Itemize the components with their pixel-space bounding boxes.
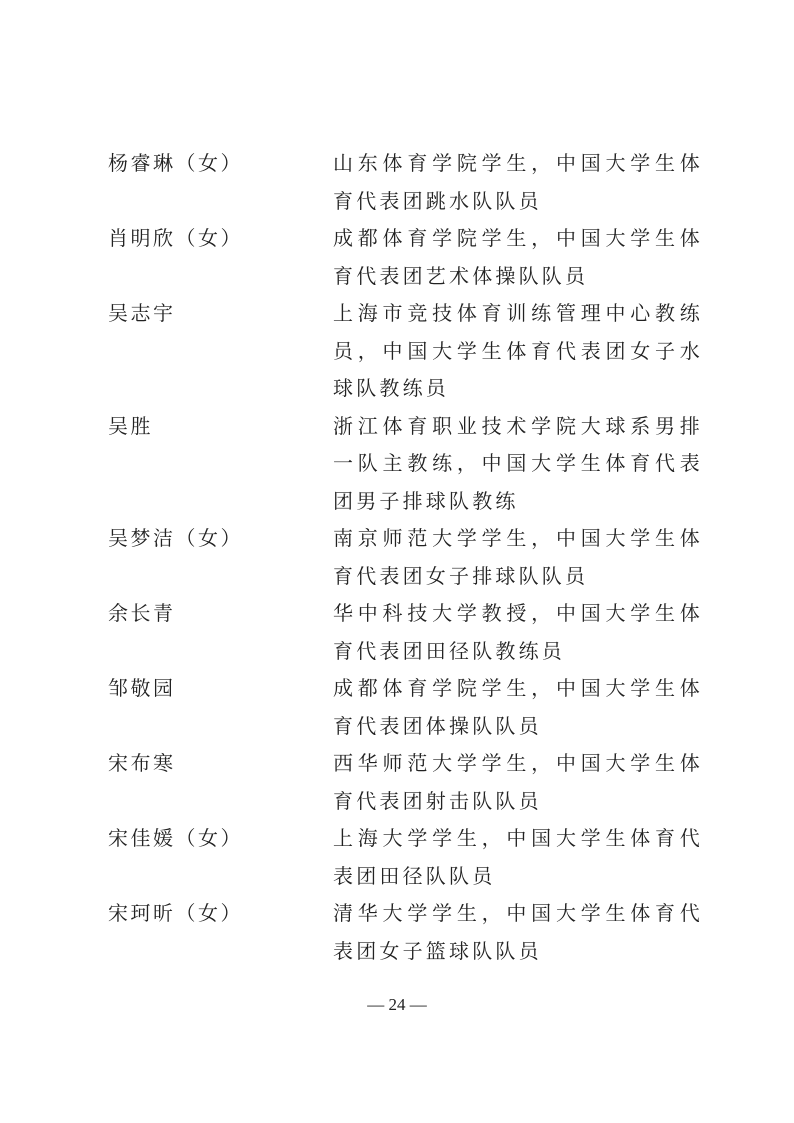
member-name: 宋佳媛（女） bbox=[108, 826, 243, 850]
list-item bbox=[0, 145, 794, 220]
list-item bbox=[0, 595, 794, 670]
list-item bbox=[0, 820, 794, 895]
member-description: 华中科技大学教授，中国大学生体育代表团田径队教练员 bbox=[333, 601, 703, 663]
member-name: 邹敬园 bbox=[108, 676, 176, 700]
member-description: 南京师范大学学生，中国大学生体育代表团女子排球队队员 bbox=[333, 526, 703, 588]
list-item bbox=[0, 408, 794, 521]
member-description: 山东体育学院学生，中国大学生体育代表团跳水队队员 bbox=[333, 151, 703, 213]
list-item bbox=[0, 895, 794, 970]
member-description: 上海市竞技体育训练管理中心教练员，中国大学生体育代表团女子水球队教练员 bbox=[333, 301, 703, 400]
list-item bbox=[0, 745, 794, 820]
list-item bbox=[0, 220, 794, 295]
page-number: — 24 — bbox=[367, 995, 427, 1014]
member-name: 吴胜 bbox=[108, 413, 153, 438]
list-item bbox=[0, 520, 794, 595]
member-description: 上海大学学生，中国大学生体育代表团田径队队员 bbox=[333, 826, 703, 888]
member-description: 西华师范大学学生，中国大学生体育代表团射击队队员 bbox=[333, 751, 703, 813]
member-name: 宋珂昕（女） bbox=[108, 901, 243, 925]
member-name: 余长青 bbox=[108, 601, 176, 625]
member-description: 成都体育学院学生，中国大学生体育代表团艺术体操队队员 bbox=[333, 226, 703, 288]
member-name: 吴志宇 bbox=[108, 301, 176, 325]
member-list bbox=[0, 145, 794, 970]
member-name: 宋布寒 bbox=[108, 751, 176, 775]
member-name: 杨睿琳（女） bbox=[108, 151, 243, 175]
member-name: 肖明欣（女） bbox=[108, 226, 243, 250]
list-item bbox=[0, 670, 794, 745]
member-name: 吴梦洁（女） bbox=[108, 526, 243, 550]
member-description: 浙江体育职业技术学院大球系男排一队主教练，中国大学生体育代表团男子排球队教练 bbox=[333, 413, 703, 513]
member-description: 清华大学学生，中国大学生体育代表团女子篮球队队员 bbox=[333, 901, 703, 963]
member-description: 成都体育学院学生，中国大学生体育代表团体操队队员 bbox=[333, 676, 703, 738]
list-item bbox=[0, 295, 794, 408]
